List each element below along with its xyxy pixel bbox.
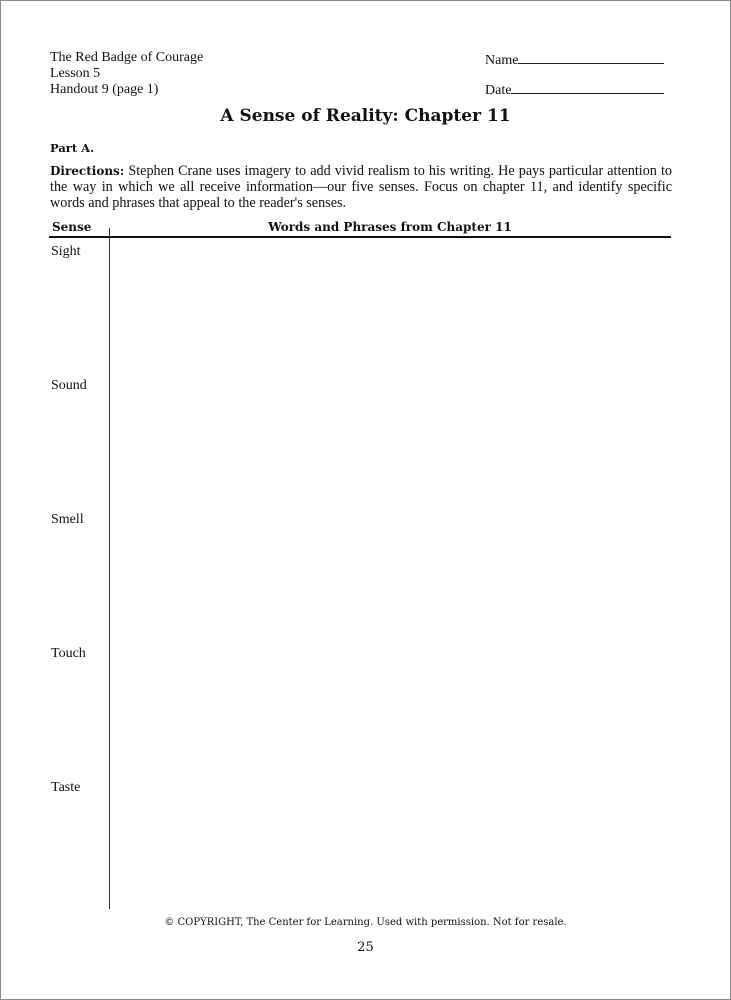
part-label: Part A. <box>50 141 95 155</box>
lesson-label: Lesson 5 <box>50 66 101 81</box>
header-left <box>50 50 203 98</box>
directions-text: Stephen Crane uses imagery to add vivid realism to his writing. He pays particular attention to the way in which we all receive information—our five senses. Focus on chapter 11, and identify specific words and phrases that appeal to the reader's senses. <box>50 163 672 211</box>
sense-row-sight: Sight <box>51 244 81 259</box>
sense-row-taste: Taste <box>51 780 81 795</box>
page-number: 25 <box>357 940 374 955</box>
date-label: Date <box>485 83 512 98</box>
name-field[interactable] <box>485 50 664 69</box>
sense-row-touch: Touch <box>51 646 86 661</box>
table-column-divider <box>109 228 110 909</box>
handout-label: Handout 9 (page 1) <box>50 82 159 97</box>
book-title: The Red Badge of Courage <box>50 50 204 65</box>
name-label: Name <box>485 53 519 68</box>
copyright-notice: © COPYRIGHT, The Center for Learning. Used with permission. Not for resale. <box>164 917 567 928</box>
date-blank[interactable] <box>511 80 664 94</box>
page-title: A Sense of Reality: Chapter 11 <box>220 106 511 126</box>
directions-label: Directions: <box>50 164 125 178</box>
table-header-rule <box>49 236 671 238</box>
column-header-words: Words and Phrases from Chapter 11 <box>268 220 512 234</box>
name-blank[interactable] <box>518 50 664 64</box>
date-field[interactable] <box>485 80 664 99</box>
sense-row-smell: Smell <box>51 512 84 527</box>
sense-row-sound: Sound <box>51 378 87 393</box>
column-header-sense: Sense <box>52 220 92 234</box>
directions <box>50 163 672 211</box>
